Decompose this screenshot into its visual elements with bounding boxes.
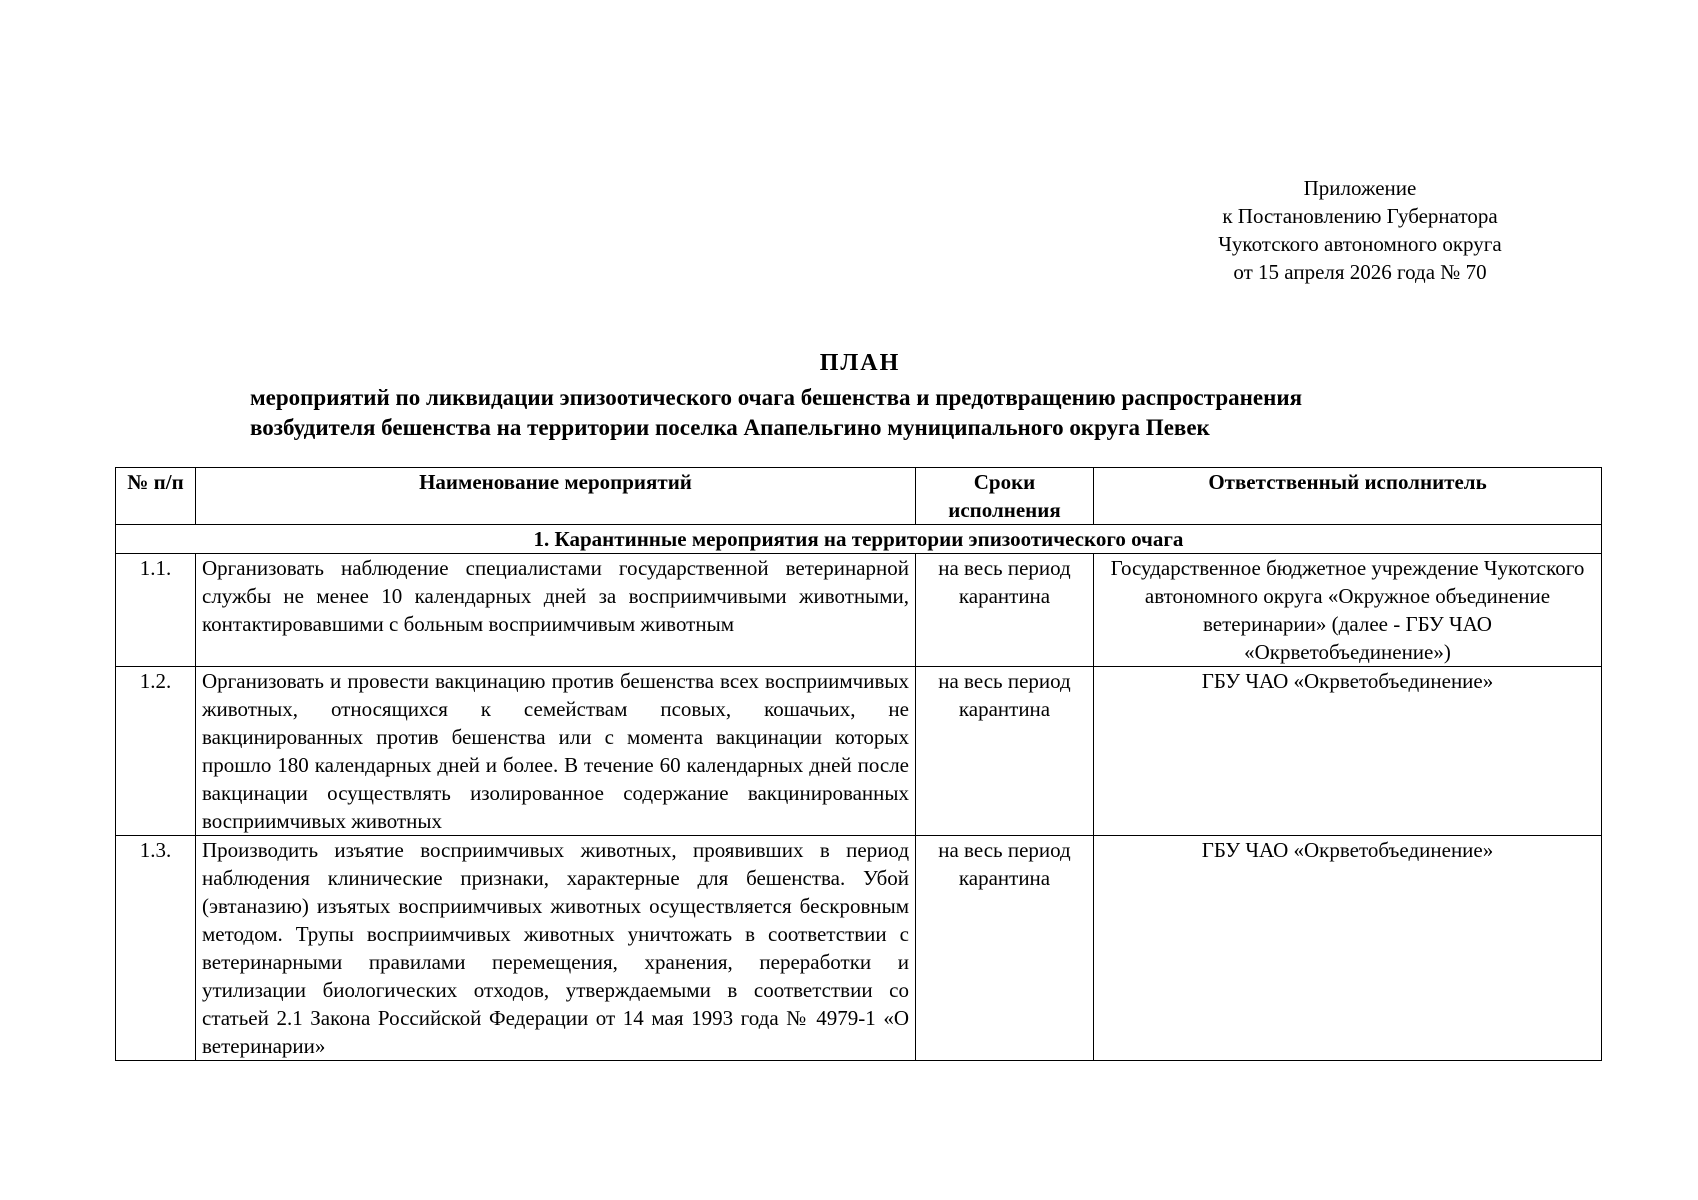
row-name: Организовать и провести вакцинацию против бешенства всех восприимчивых животных, относящихся к семействам псовых, кошачьих, не вакцинированных против бешенства или с момента вакцинации которых прошло 180 календарных дней и более. В течение 60 календарных дней после вакцинации осуществлять изолированное содержание вакцинированных восприимчивых животных (196, 667, 916, 836)
row-term: на весь период карантина (916, 667, 1094, 836)
appendix-line-4: от 15 апреля 2026 года № 70 (1233, 260, 1487, 284)
header-name: Наименование мероприятий (196, 468, 916, 525)
table-row (116, 836, 1602, 1061)
row-name: Организовать наблюдение специалистами государственной ветеринарной службы не менее 10 календарных дней за восприимчивыми животными, контактировавшими с больным восприимчивым животным (196, 554, 916, 667)
table-row (116, 554, 1602, 667)
section-row (116, 525, 1602, 554)
appendix-line-1: Приложение (1303, 176, 1417, 200)
row-exec: ГБУ ЧАО «Окрветобъединение» (1094, 667, 1602, 836)
table-header-row (116, 468, 1602, 525)
header-exec: Ответственный исполнитель (1094, 468, 1602, 525)
appendix-line-2: к Постановлению Губернатора (1222, 204, 1498, 228)
plan-subtitle-line-2: возбудителя бешенства на территории поселка Апапельгино муниципального округа Певек (250, 415, 1210, 440)
row-num: 1.3. (116, 836, 196, 1061)
plan-subtitle-line-1: мероприятий по ликвидации эпизоотического очага бешенства и предотвращению распространения (250, 385, 1303, 410)
table-row (116, 667, 1602, 836)
plan-subtitle (250, 383, 1570, 443)
row-num: 1.1. (116, 554, 196, 667)
row-exec: ГБУ ЧАО «Окрветобъединение» (1094, 836, 1602, 1061)
appendix-block (1180, 174, 1540, 286)
header-num: № п/п (116, 468, 196, 525)
row-term: на весь период карантина (916, 836, 1094, 1061)
row-exec: Государственное бюджетное учреждение Чукотского автономного округа «Окружное объединение ветеринарии» (далее - ГБУ ЧАО «Окрветобъединение») (1094, 554, 1602, 667)
plan-title: ПЛАН (819, 350, 901, 376)
row-term: на весь период карантина (916, 554, 1094, 667)
row-name: Производить изъятие восприимчивых животных, проявивших в период наблюдения клинические признаки, характерные для бешенства. Убой (эвтаназию) изъятых восприимчивых животных осуществляется бескровным методом. Трупы восприимчивых животных уничтожать в соответствии с ветеринарными правилами перемещения, хранения, переработки и утилизации биологических отходов, утверждаемыми в соответствии со статьей 2.1 Закона Российской Федерации от 14 мая 1993 года № 4979-1 «О ветеринарии» (196, 836, 916, 1061)
plan-table (115, 467, 1602, 1061)
row-num: 1.2. (116, 667, 196, 836)
appendix-line-3: Чукотского автономного округа (1218, 232, 1502, 256)
section-title: 1. Карантинные мероприятия на территории эпизоотического очага (116, 525, 1602, 554)
header-term: Сроки исполнения (916, 468, 1094, 525)
